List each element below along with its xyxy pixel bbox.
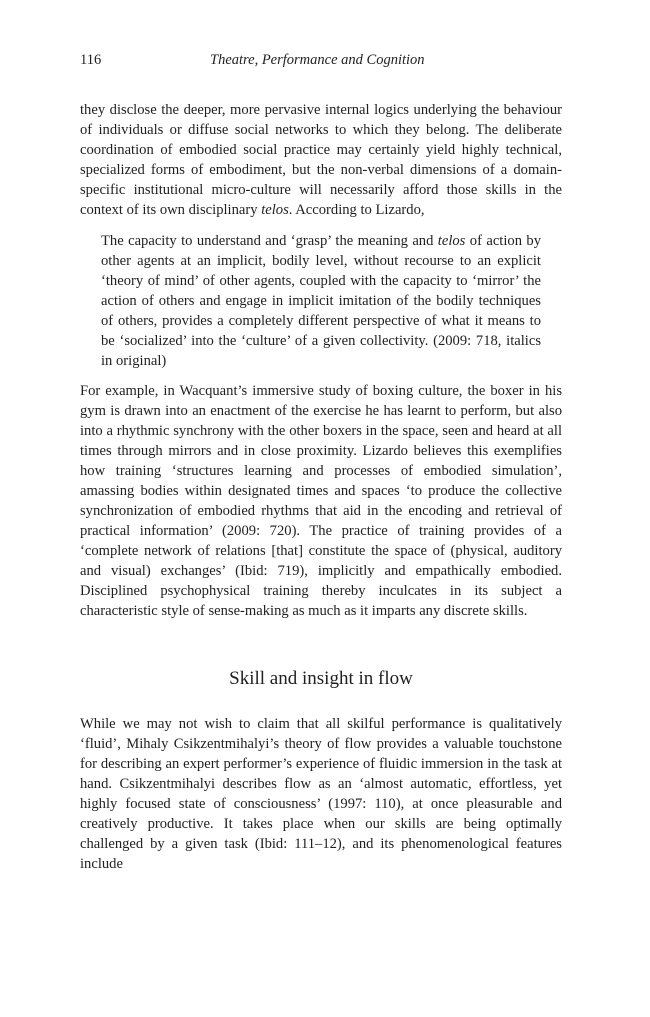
running-head [80,52,562,72]
page-number: 116 [80,52,102,68]
block-quote [101,231,541,371]
body-text [80,100,562,874]
block-quote-text-a: The capacity to understand and ‘grasp’ the meaning and [101,233,438,249]
paragraph-2: For example, in Wacquant’s immersive study of boxing culture, the boxer in his gym is drawn into an enactment of the exercise he has learnt to perform, but also into a rhythmic synchrony with the other boxers in the space, seen and heard at all times through mirrors and in close proximity. Lizardo believes this exemplifies how training ‘structures learning and processes of embodied simulation’, amassing bodies within designated times and spaces ‘to produce the collective synchronization of embodied rhythms that aid in the encoding and retrieval of practical information’ (2009: 720). The practice of training provides of a ‘complete network of relations [that] constitute the space of (physical, auditory and visual) exchanges’ (Ibid: 719), implicitly and empathically embodied. Disciplined psychophysical training thereby inculcates in its subject a characteristic style of sense-making as much as it imparts any discrete skills. [80,383,562,619]
block-quote-text-b: of action by other agents at an implicit, bodily level, without recourse to an explicit ‘theory of mind’ of other agents, coupled with the capacity to ‘mirror’ the action of others and engage in implicit imitation of the bodily techniques of others, provides a completely different perspective of what it means to be ‘socialized’ into the ‘culture’ of a given collectivity. (2009: 718, italics in original) [101,233,541,369]
section-heading: Skill and insight in flow [229,668,413,689]
italic-telos: telos [437,233,466,249]
running-title: Theatre, Performance and Cognition [210,52,425,68]
italic-telos: telos [261,202,289,218]
paragraph-3: While we may not wish to claim that all skilful performance is qualitatively ‘fluid’, Mihaly Csikzentmihalyi’s theory of flow provides a valuable touchstone for describing an expert performer’s experience of fluidic immersion in the task at hand. Csikzentmihalyi describes flow as an ‘almost automatic, effortless, yet highly focused state of consciousness’ (1997: 110), at once pleasurable and creatively productive. It takes place when our skills are being optimally challenged by a given task (Ibid: 111–12), and its phenomenological features include [80,716,562,872]
paragraph-1-text-b: . According to Lizardo, [288,202,425,218]
book-page [80,0,562,1017]
paragraph-1-text-a: they disclose the deeper, more pervasive internal logics underlying the behaviour of individuals or diffuse social networks to which they belong. The deliberate coordination of embodied social practice may certainly yield highly technical, specialized forms of embodiment, but the non-verbal dimensions of a domain-specific institutional micro-culture will necessarily afford those skills in the context of its own disciplinary [80,102,562,218]
paragraph-1 [80,100,562,220]
